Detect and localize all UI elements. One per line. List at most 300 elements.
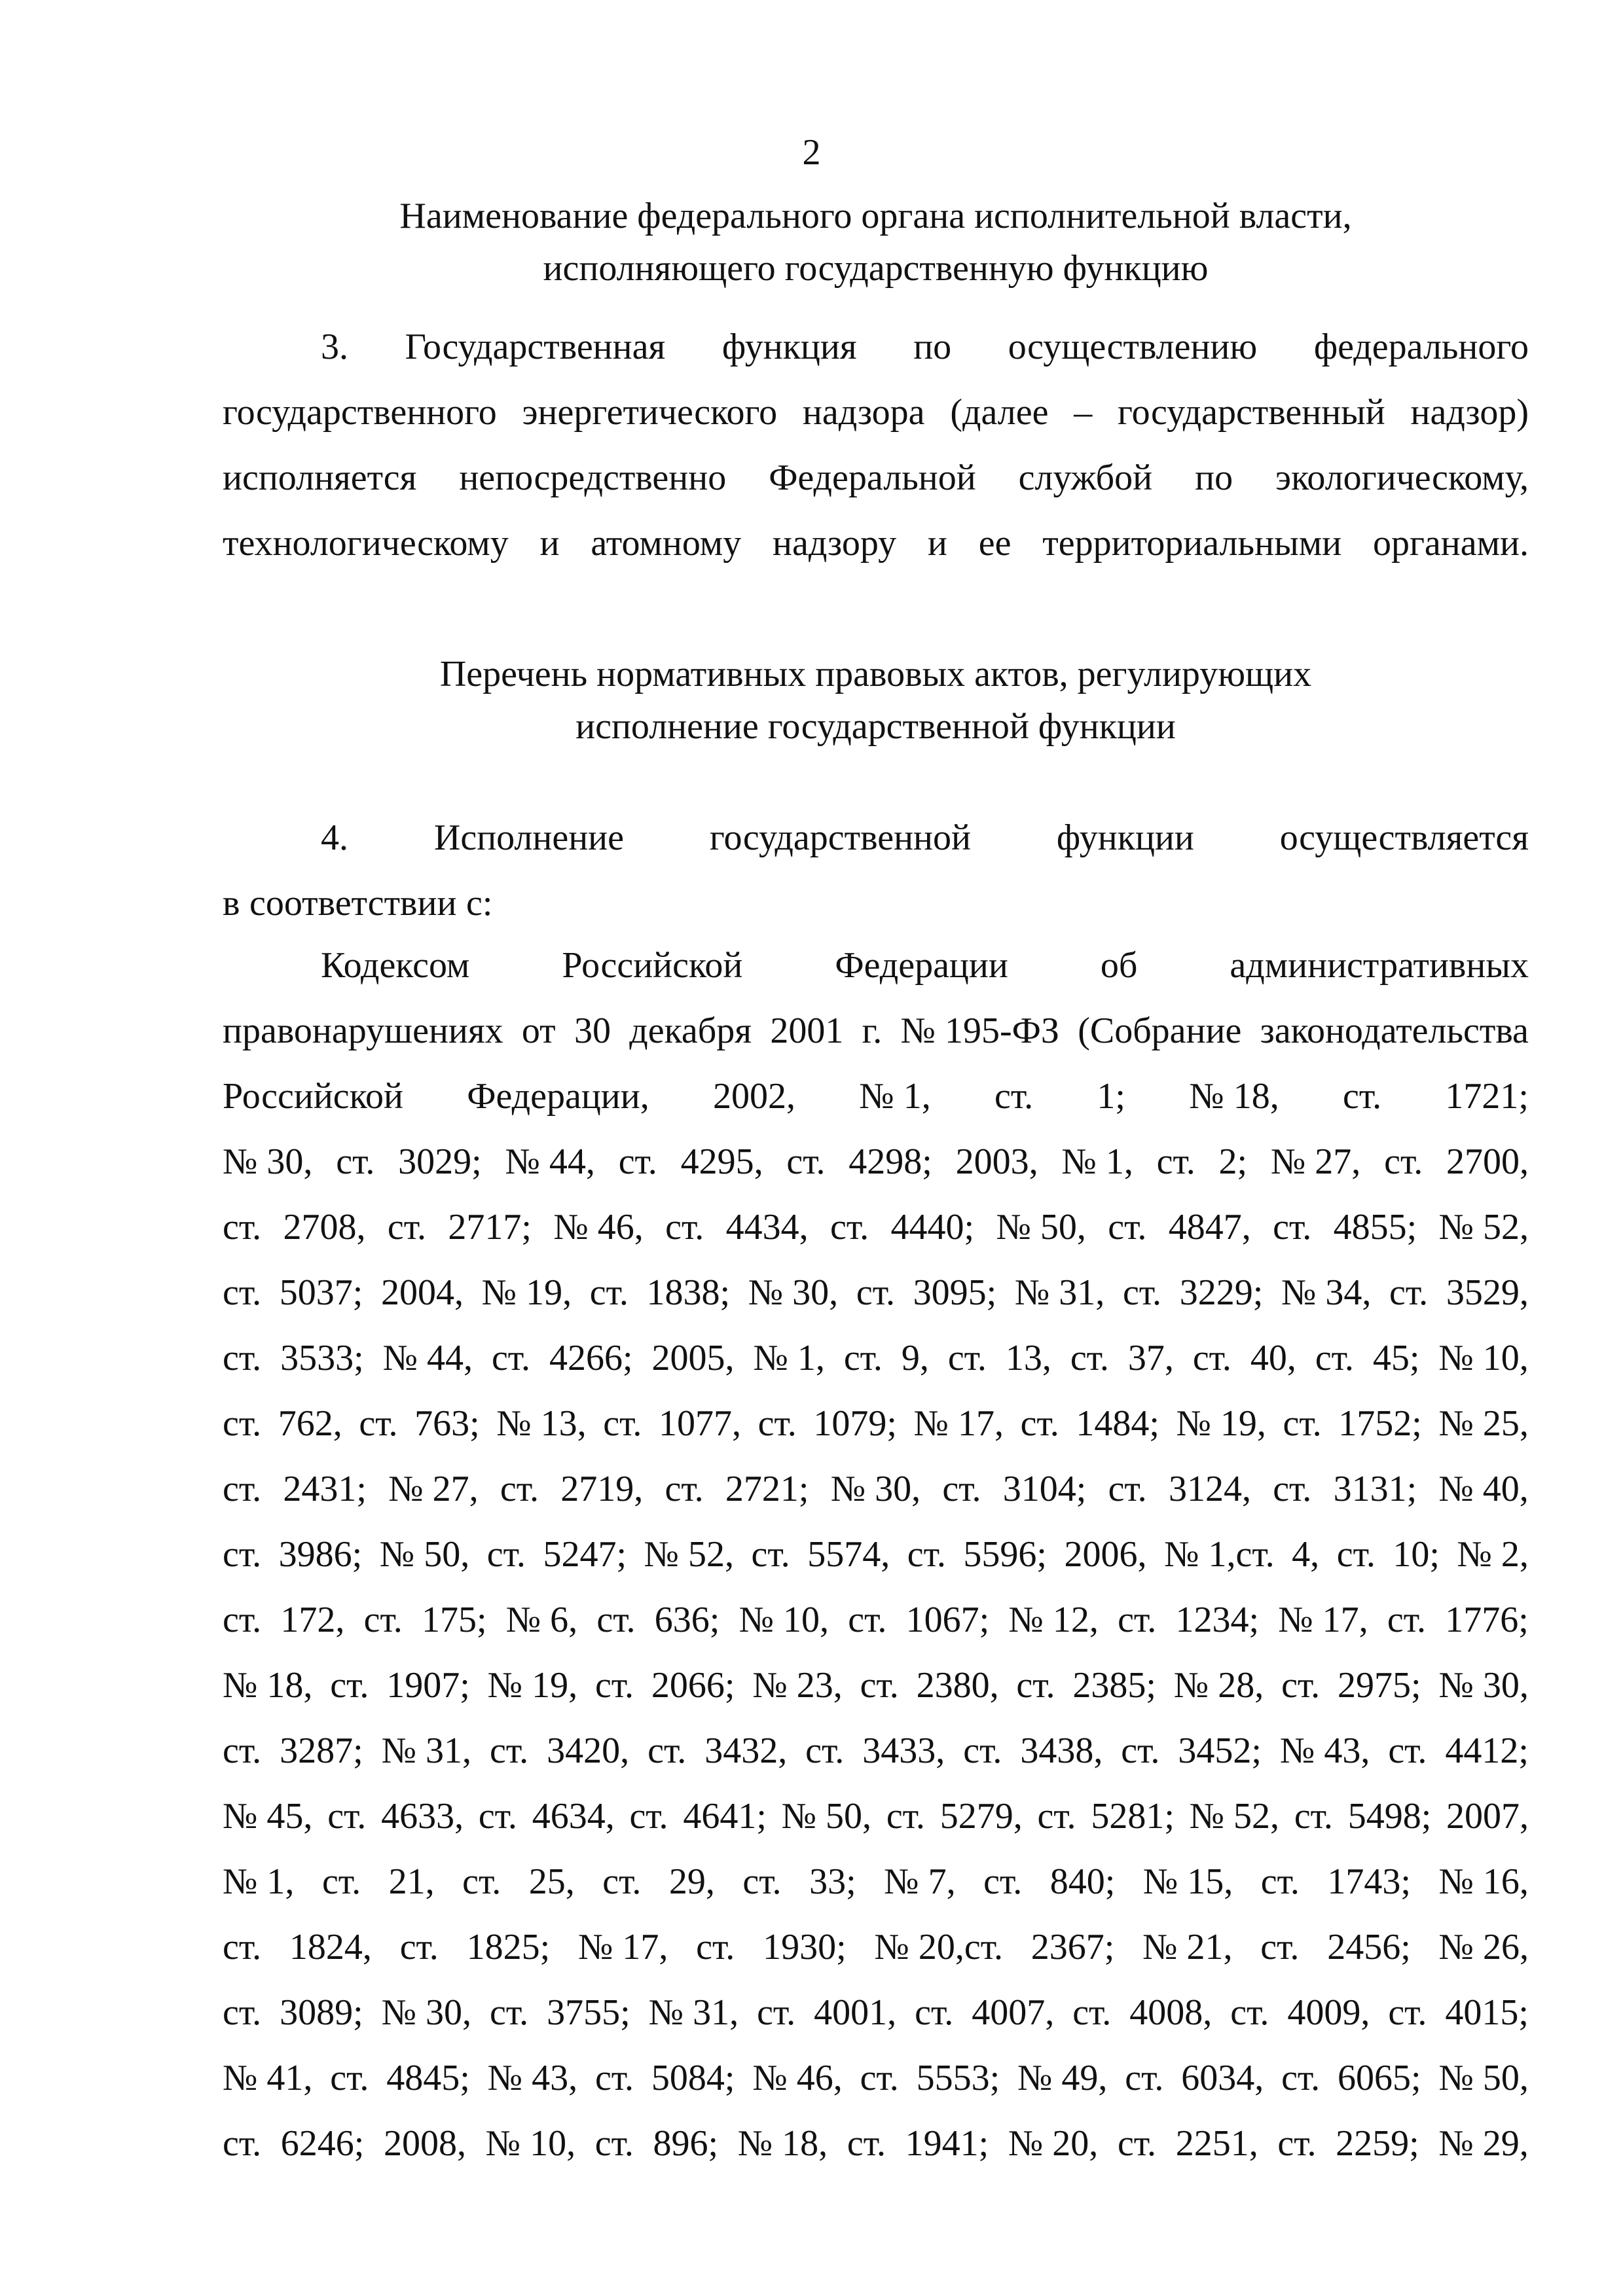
word: ст. (1192, 1338, 1231, 1378)
word: ст. (399, 1927, 439, 1967)
paragraph-line (223, 1653, 1529, 1718)
word: органами. (1372, 523, 1529, 564)
word: территориальными (1042, 523, 1342, 564)
word: 3533; (280, 1338, 364, 1378)
word: ст. (387, 1207, 426, 1247)
word: 30 (574, 1011, 611, 1051)
paragraph-line (223, 380, 1529, 445)
word: административных (1230, 945, 1529, 986)
word: № 52, (644, 1534, 734, 1575)
word: ст. (1108, 1207, 1147, 1247)
word: экологическому, (1275, 457, 1529, 498)
word: от (521, 1011, 556, 1051)
word: ст. (223, 1731, 262, 1771)
word: 1234; (1175, 1600, 1259, 1640)
word: № 50, (379, 1534, 470, 1575)
word: № 10, (485, 2123, 576, 2164)
paragraph-line (223, 1391, 1529, 1456)
paragraph-line (223, 511, 1529, 576)
word: № 27, (1270, 1141, 1361, 1182)
word: 1824, (289, 1927, 372, 1967)
word: 2385; (1072, 1665, 1156, 1706)
word: № 16, (1438, 1861, 1529, 1902)
paragraph-line (223, 1980, 1529, 2045)
word: № 17, (913, 1403, 1004, 1444)
word: ст. (830, 1207, 869, 1247)
word: № 30, (748, 1272, 839, 1313)
word: 45; (1372, 1338, 1420, 1378)
word: 5574, (807, 1534, 890, 1575)
word: № 25, (1438, 1403, 1529, 1444)
word: 4298; (848, 1141, 932, 1182)
word: государственного (223, 392, 497, 433)
word: 4295, (680, 1141, 763, 1182)
word: ст. (647, 1731, 687, 1771)
word: № 34, (1281, 1272, 1372, 1313)
word: № 52, (1438, 1207, 1529, 1247)
word: ст. (478, 1796, 517, 1837)
word: 29, (668, 1861, 715, 1902)
word: ст. (1283, 1403, 1322, 1444)
word: ст. (665, 1469, 704, 1509)
word: ст. (983, 1861, 1023, 1902)
word: Кодексом (321, 945, 470, 986)
paragraph-line (223, 2111, 1529, 2176)
word: об (1100, 945, 1138, 986)
word: № 18, (737, 2123, 828, 2164)
word: ст. (843, 1338, 883, 1378)
word: исполняется (223, 457, 417, 498)
word: № 30, (830, 1469, 921, 1509)
word: 763; (414, 1403, 480, 1444)
word: № 23, (752, 1665, 843, 1706)
word: ст. (696, 1927, 735, 1967)
word: № 20,ст. (874, 1927, 1003, 1967)
word: ст. (860, 1665, 899, 1706)
word: 33; (809, 1861, 856, 1902)
paragraph-line (223, 1064, 1529, 1129)
word: ст. (1388, 1992, 1427, 2033)
word: № 1, (753, 1338, 825, 1378)
word: ст. (1273, 1469, 1312, 1509)
word: 2001 (770, 1011, 844, 1051)
word: надзор) (1410, 392, 1529, 433)
word: ст. (486, 1534, 526, 1575)
word: 1941; (905, 2123, 989, 2164)
word: ст. (1260, 1927, 1300, 1967)
word: № 1, (1061, 1141, 1133, 1182)
word: № 50, (996, 1207, 1086, 1247)
word: 4007, (972, 1992, 1055, 2033)
word: 4855; (1333, 1207, 1417, 1247)
word: Российской (562, 945, 743, 986)
word: ст. (1281, 1665, 1321, 1706)
word: ст. (1016, 1665, 1055, 1706)
paragraph-line (223, 933, 1529, 998)
word: № 6, (505, 1600, 578, 1640)
word: 2975; (1338, 1665, 1421, 1706)
page-number: 2 (802, 132, 821, 173)
word: Федеральной (769, 457, 976, 498)
paragraph-line (223, 445, 1529, 511)
word: 3089; (280, 1992, 363, 2033)
word: 10; (1393, 1534, 1440, 1575)
word: ст. (330, 2058, 369, 2098)
word: 3986; (278, 1534, 363, 1575)
word: ст. (915, 1992, 954, 2033)
word: ст. (1020, 1403, 1059, 1444)
word: № 31, (648, 1992, 739, 2033)
word: 3095; (913, 1272, 997, 1313)
word: г. (862, 1011, 883, 1051)
word: ст. (223, 1338, 262, 1378)
word: Федерации, (467, 1076, 649, 1117)
word: 40, (1250, 1338, 1296, 1378)
word: 1838; (646, 1272, 731, 1313)
word: ст. (603, 1403, 642, 1444)
word: 1721; (1445, 1076, 1529, 1117)
word: ст. (327, 1796, 367, 1837)
paragraph-line (223, 1849, 1529, 1914)
word: ст. (594, 2058, 634, 2098)
word: 1930; (763, 1927, 847, 1967)
word: 6065; (1338, 2058, 1421, 2098)
word: декабря (629, 1011, 752, 1051)
word: 1079; (813, 1403, 897, 1444)
word: ст. (1294, 1796, 1333, 1837)
word: и (927, 523, 947, 564)
word: осуществлению (1008, 327, 1258, 367)
word: атомному (591, 523, 742, 564)
word: № 1, (859, 1076, 931, 1117)
heading-line: исполнение государственной функции (575, 706, 1176, 747)
word: (Собрание (1078, 1011, 1242, 1051)
word: ст. (860, 2058, 899, 2098)
word: 4847, (1168, 1207, 1251, 1247)
word: № 2, (1457, 1534, 1529, 1575)
word: функции (1056, 817, 1194, 858)
word: непосредственно (459, 457, 727, 498)
word: 2367; (1030, 1927, 1115, 1967)
word: 2004, (381, 1272, 464, 1313)
word: ст. (1230, 1992, 1269, 2033)
word: № 10, (739, 1600, 830, 1640)
word: ст. (618, 1141, 657, 1182)
word: 2251, (1175, 2123, 1258, 2164)
word: федерального (1313, 327, 1529, 367)
paragraph-4 (223, 805, 1529, 936)
word: ст. (1108, 1469, 1147, 1509)
word: № 31, (1014, 1272, 1105, 1313)
paragraph-3 (223, 314, 1529, 576)
word: № 45, (223, 1796, 313, 1837)
word: ст. (963, 1731, 1002, 1771)
word: № 18, (1189, 1076, 1279, 1117)
word: 21, (388, 1861, 435, 1902)
paragraph-line (223, 1456, 1529, 1522)
word: 636; (654, 1600, 720, 1640)
word: 2; (1218, 1141, 1248, 1182)
word: 5281; (1091, 1796, 1175, 1837)
word: № 10, (1438, 1338, 1529, 1378)
word: 3. (321, 327, 348, 367)
word: ст. (223, 1403, 262, 1444)
word: № 46, (553, 1207, 644, 1247)
word: 2700, (1446, 1141, 1529, 1182)
word: 3755; (547, 1992, 630, 2033)
word: ст. (321, 1861, 361, 1902)
word: 4440; (890, 1207, 975, 1247)
paragraph-line (223, 1522, 1529, 1587)
word: и (539, 523, 560, 564)
word: ст. (1125, 2058, 1164, 2098)
word: 172, (280, 1600, 345, 1640)
word: 3124, (1168, 1469, 1251, 1509)
word: ст. (742, 1861, 782, 1902)
word: ст. (223, 1992, 262, 2033)
word: ст. (223, 1927, 262, 1967)
word: соответствии (249, 883, 457, 924)
word: № 28, (1173, 1665, 1264, 1706)
word: государственный (1118, 392, 1385, 433)
word: № 19, (481, 1272, 572, 1313)
word: 5553; (916, 2058, 1000, 2098)
word: ст. (1121, 1731, 1160, 1771)
paragraph-line (223, 1914, 1529, 1980)
word: по (1195, 457, 1233, 498)
word: 1776; (1445, 1600, 1529, 1640)
word: 13, (1005, 1338, 1051, 1378)
word: № 19, (487, 1665, 578, 1706)
word: ст. (223, 1600, 262, 1640)
heading-line: Наименование федерального органа исполнительной власти, (399, 196, 1352, 236)
word: ст. (757, 1992, 796, 2033)
word: ст. (490, 1731, 529, 1771)
word: № 13, (496, 1403, 587, 1444)
word: 2259; (1336, 2123, 1419, 2164)
word: 3432, (704, 1731, 788, 1771)
word: № 44, (382, 1338, 473, 1378)
paragraph-line (223, 1587, 1529, 1653)
word: государственной (709, 817, 971, 858)
word: ст. (1342, 1076, 1382, 1117)
word: ст. (805, 1731, 845, 1771)
word: 5498; (1347, 1796, 1432, 1837)
word: с: (465, 883, 493, 924)
word: № 49, (1017, 2058, 1108, 2098)
word: ст. (223, 1207, 262, 1247)
word: ст. (1072, 1992, 1112, 2033)
paragraph-line (223, 1194, 1529, 1260)
word: надзору (773, 523, 897, 564)
word: 25, (528, 1861, 575, 1902)
word: № 52, (1189, 1796, 1280, 1837)
word: функция (721, 327, 857, 367)
word: надзора (802, 392, 925, 433)
paragraph-kodeks (223, 933, 1529, 2176)
word: ст. (491, 1338, 531, 1378)
word: № 195-ФЗ (900, 1011, 1059, 1051)
word: № 46, (752, 2058, 843, 2098)
word: 4641; (683, 1796, 767, 1837)
paragraph-line (223, 1129, 1529, 1194)
word: № 30, (381, 1992, 472, 2033)
word: № 15, (1142, 1861, 1233, 1902)
word: 3029; (398, 1141, 482, 1182)
word: 4434, (725, 1207, 809, 1247)
word: ст. (757, 1403, 797, 1444)
word: ст. (359, 1403, 398, 1444)
paragraph-line (223, 870, 1529, 936)
word: 2717; (448, 1207, 532, 1247)
word: № 1,ст. (1164, 1534, 1275, 1575)
word: 2708, (283, 1207, 366, 1247)
word: ст. (462, 1861, 501, 1902)
word: ст. (1277, 2123, 1317, 2164)
word: 175; (421, 1600, 487, 1640)
word: 3420, (547, 1731, 630, 1771)
word: ст. (786, 1141, 826, 1182)
word: 1743; (1327, 1861, 1411, 1902)
word: ст. (1260, 1861, 1300, 1902)
word: ст. (1315, 1338, 1354, 1378)
word: ст. (1037, 1796, 1076, 1837)
word: 1484; (1076, 1403, 1159, 1444)
word: правонарушениях (223, 1011, 503, 1051)
word: ст. (1117, 2123, 1157, 2164)
word: № 17, (577, 1927, 668, 1967)
word: ст. (330, 1665, 369, 1706)
word: № 12, (1008, 1600, 1099, 1640)
word: ст. (856, 1272, 895, 1313)
word: ст. (1389, 1272, 1429, 1313)
word: 2005, (651, 1338, 735, 1378)
word: ст. (1273, 1207, 1312, 1247)
paragraph-line (223, 1260, 1529, 1325)
word: ст. (1384, 1141, 1423, 1182)
word: 2380, (916, 1665, 999, 1706)
word: 2719, (560, 1469, 644, 1509)
paragraph-line (223, 2045, 1529, 2111)
word: 1067; (905, 1600, 990, 1640)
word: ст. (947, 1338, 987, 1378)
word: 762, (278, 1403, 342, 1444)
word: службой (1018, 457, 1153, 498)
word: 2002, (713, 1076, 796, 1117)
word: ст. (594, 2123, 634, 2164)
word: 5247; (543, 1534, 627, 1575)
word: 3229; (1179, 1272, 1264, 1313)
word: ст. (500, 1469, 539, 1509)
word: № 26, (1438, 1927, 1529, 1967)
word: 3131; (1333, 1469, 1417, 1509)
word: ее (978, 523, 1012, 564)
word: № 17, (1278, 1600, 1368, 1640)
word: Исполнение (433, 817, 624, 858)
word: ст. (907, 1534, 946, 1575)
word: технологическому (223, 523, 509, 564)
word: 3529, (1446, 1272, 1529, 1313)
word: ст. (223, 1469, 262, 1509)
word: ст. (629, 1796, 668, 1837)
word: ст. (223, 1534, 262, 1575)
word: ст. (751, 1534, 790, 1575)
word: № 41, (223, 2058, 313, 2098)
word: № 20, (1008, 2123, 1099, 2164)
word: 1752; (1338, 1403, 1422, 1444)
word: ст. (1156, 1141, 1195, 1182)
word: ст. (589, 1272, 629, 1313)
word: 37, (1127, 1338, 1174, 1378)
word: № 21, (1142, 1927, 1233, 1967)
word: ст. (1070, 1338, 1109, 1378)
word: – (1074, 392, 1093, 433)
word: по (913, 327, 952, 367)
word: 4. (321, 817, 348, 858)
word: законодательства (1260, 1011, 1529, 1051)
word: 3104; (1002, 1469, 1087, 1509)
word: 5084; (651, 2058, 735, 2098)
word: 4008, (1129, 1992, 1213, 2033)
word: в (223, 883, 240, 924)
word: 2431; (283, 1469, 367, 1509)
word: ст. (336, 1141, 375, 1182)
word: № 19, (1176, 1403, 1266, 1444)
word: ст. (942, 1469, 981, 1509)
word: 3287; (280, 1731, 363, 1771)
word: 4001, (814, 1992, 897, 2033)
paragraph-line (223, 998, 1529, 1064)
word: 3438, (1020, 1731, 1103, 1771)
paragraph-line (223, 1784, 1529, 1849)
word: ст. (1387, 1600, 1427, 1640)
word: 4412; (1445, 1731, 1529, 1771)
word: ст. (847, 2123, 886, 2164)
word: 2456; (1327, 1927, 1411, 1967)
word: 6246; (280, 2123, 365, 2164)
word: Федерации (835, 945, 1008, 986)
word: № 29, (1438, 2123, 1529, 2164)
word: ст. (363, 1600, 403, 1640)
word: 4, (1292, 1534, 1320, 1575)
word: № 27, (388, 1469, 479, 1509)
word: № 43, (1279, 1731, 1370, 1771)
word: 1077, (659, 1403, 742, 1444)
word: осуществляется (1279, 817, 1529, 858)
word: ст. (1281, 2058, 1321, 2098)
word: 1; (1097, 1076, 1125, 1117)
word: 2003, (955, 1141, 1038, 1182)
word: № 30, (1438, 1665, 1529, 1706)
section-heading-legal-acts (223, 648, 1529, 753)
word: 4009, (1287, 1992, 1370, 2033)
word: № 43, (487, 2058, 578, 2098)
word: (далее (950, 392, 1049, 433)
word: 2008, (384, 2123, 466, 2164)
heading-line: Перечень нормативных правовых актов, регулирующих (439, 654, 1312, 694)
word: № 44, (505, 1141, 595, 1182)
word: ст. (1388, 1731, 1427, 1771)
word: энергетического (522, 392, 778, 433)
word: Государственная (405, 327, 666, 367)
word: ст. (886, 1796, 925, 1837)
word: № 30, (223, 1141, 313, 1182)
word: № 1, (223, 1861, 295, 1902)
word: № 50, (781, 1796, 872, 1837)
word: 6034, (1181, 2058, 1264, 2098)
word: ст. (596, 1600, 636, 1640)
word: ст. (594, 1665, 634, 1706)
